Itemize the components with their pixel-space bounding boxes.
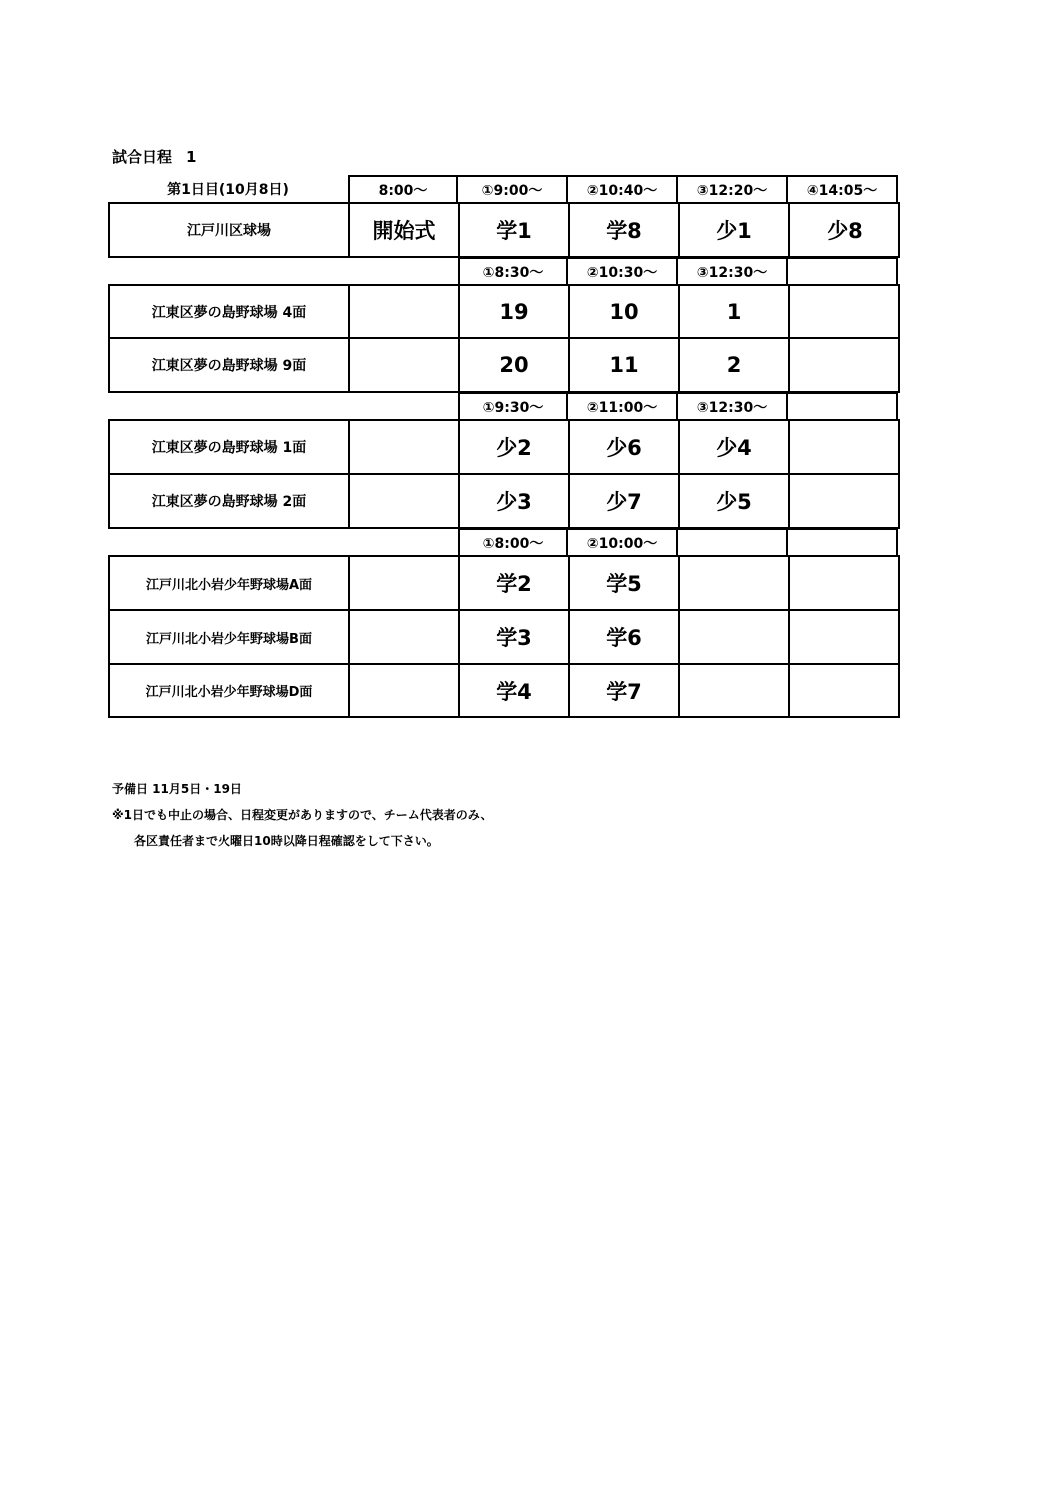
time-slot: ②10:30～ (568, 257, 678, 285)
match-cell: 学1 (460, 204, 570, 256)
match-cell: 開始式 (350, 204, 460, 256)
match-cell: 少4 (680, 421, 790, 473)
match-cell (790, 421, 900, 473)
match-cell (680, 557, 790, 609)
section3-table (108, 419, 900, 529)
match-cell: 学8 (570, 204, 680, 256)
match-cell (790, 557, 900, 609)
time-slot-empty (678, 528, 788, 556)
reserve-day: 予備日 11月5日・19日 (112, 782, 242, 796)
match-cell: 少1 (680, 204, 790, 256)
time-slot-empty (788, 528, 898, 556)
match-cell: 少6 (570, 421, 680, 473)
time-slot: ①9:30～ (458, 392, 568, 420)
venue-name: 江東区夢の島野球場 1面 (110, 421, 350, 473)
time-slot: ①8:30～ (458, 257, 568, 285)
match-cell: 学4 (460, 665, 570, 716)
venue-name: 江戸川北小岩少年野球場A面 (110, 557, 350, 609)
match-cell (680, 665, 790, 716)
match-cell (350, 421, 460, 473)
match-cell: 19 (460, 286, 570, 337)
venue-name: 江東区夢の島野球場 2面 (110, 475, 350, 527)
table-row (110, 339, 898, 391)
match-cell (790, 339, 900, 391)
time-slot: ②10:00～ (568, 528, 678, 556)
match-cell: 少8 (827, 219, 863, 243)
time-slot: ①9:00～ (458, 175, 568, 203)
match-cell: 1 (680, 286, 790, 337)
venue-name: 江東区夢の島野球場 4面 (110, 286, 350, 337)
match-cell: 少7 (570, 475, 680, 527)
table-row (108, 202, 900, 258)
time-slot: ④14:05～ (788, 175, 898, 203)
match-cell: 20 (460, 339, 570, 391)
venue-name: 江戸川北小岩少年野球場B面 (110, 611, 350, 663)
notes (112, 776, 493, 854)
time-slot-empty (788, 257, 898, 285)
match-cell: 学5 (570, 557, 680, 609)
venue-name: 江戸川区球場 (110, 204, 350, 256)
note-line: 各区責任者まで火曜日10時以降日程確認をして下さい。 (134, 834, 439, 848)
section4-table (108, 555, 900, 718)
match-cell: 11 (570, 339, 680, 391)
match-cell: 学3 (460, 611, 570, 663)
table-row (110, 665, 898, 716)
match-cell (680, 611, 790, 663)
time-slot: ③12:30～ (678, 392, 788, 420)
table-row (110, 557, 898, 611)
time-slot-empty (788, 392, 898, 420)
match-cell: 10 (570, 286, 680, 337)
time-slot: 8:00～ (348, 175, 458, 203)
match-cell (350, 611, 460, 663)
title-number: 1 (186, 148, 197, 166)
match-cell (350, 286, 460, 337)
match-cell (350, 339, 460, 391)
match-cell (350, 665, 460, 716)
time-slot: ②10:40～ (568, 175, 678, 203)
match-cell: 少5 (680, 475, 790, 527)
match-cell (350, 557, 460, 609)
match-cell (790, 475, 900, 527)
match-cell: 学7 (570, 665, 680, 716)
table-row (110, 611, 898, 665)
title-text: 試合日程 (112, 148, 173, 166)
time-slot: ③12:30～ (678, 257, 788, 285)
note-line: ※1日でも中止の場合、日程変更がありますので、チーム代表者のみ、 (112, 808, 493, 822)
match-cell (790, 611, 900, 663)
match-cell (790, 665, 900, 716)
table-row (110, 421, 898, 475)
table-row (110, 286, 898, 339)
match-cell (350, 475, 460, 527)
match-cell (790, 286, 900, 337)
time-slot: ②11:00～ (568, 392, 678, 420)
match-cell: 少3 (460, 475, 570, 527)
match-cell: 2 (680, 339, 790, 391)
match-cell: 学2 (460, 557, 570, 609)
venue-name: 江戸川北小岩少年野球場D面 (110, 665, 350, 716)
match-cell: 少2 (460, 421, 570, 473)
day-label: 第1日目(10月8日) (167, 182, 289, 198)
time-slot: ①8:00～ (458, 528, 568, 556)
venue-name: 江東区夢の島野球場 9面 (110, 339, 350, 391)
section2-table (108, 284, 900, 393)
time-slot: ③12:20～ (678, 175, 788, 203)
table-row (110, 475, 898, 527)
match-cell: 学6 (570, 611, 680, 663)
page-title (112, 146, 196, 167)
